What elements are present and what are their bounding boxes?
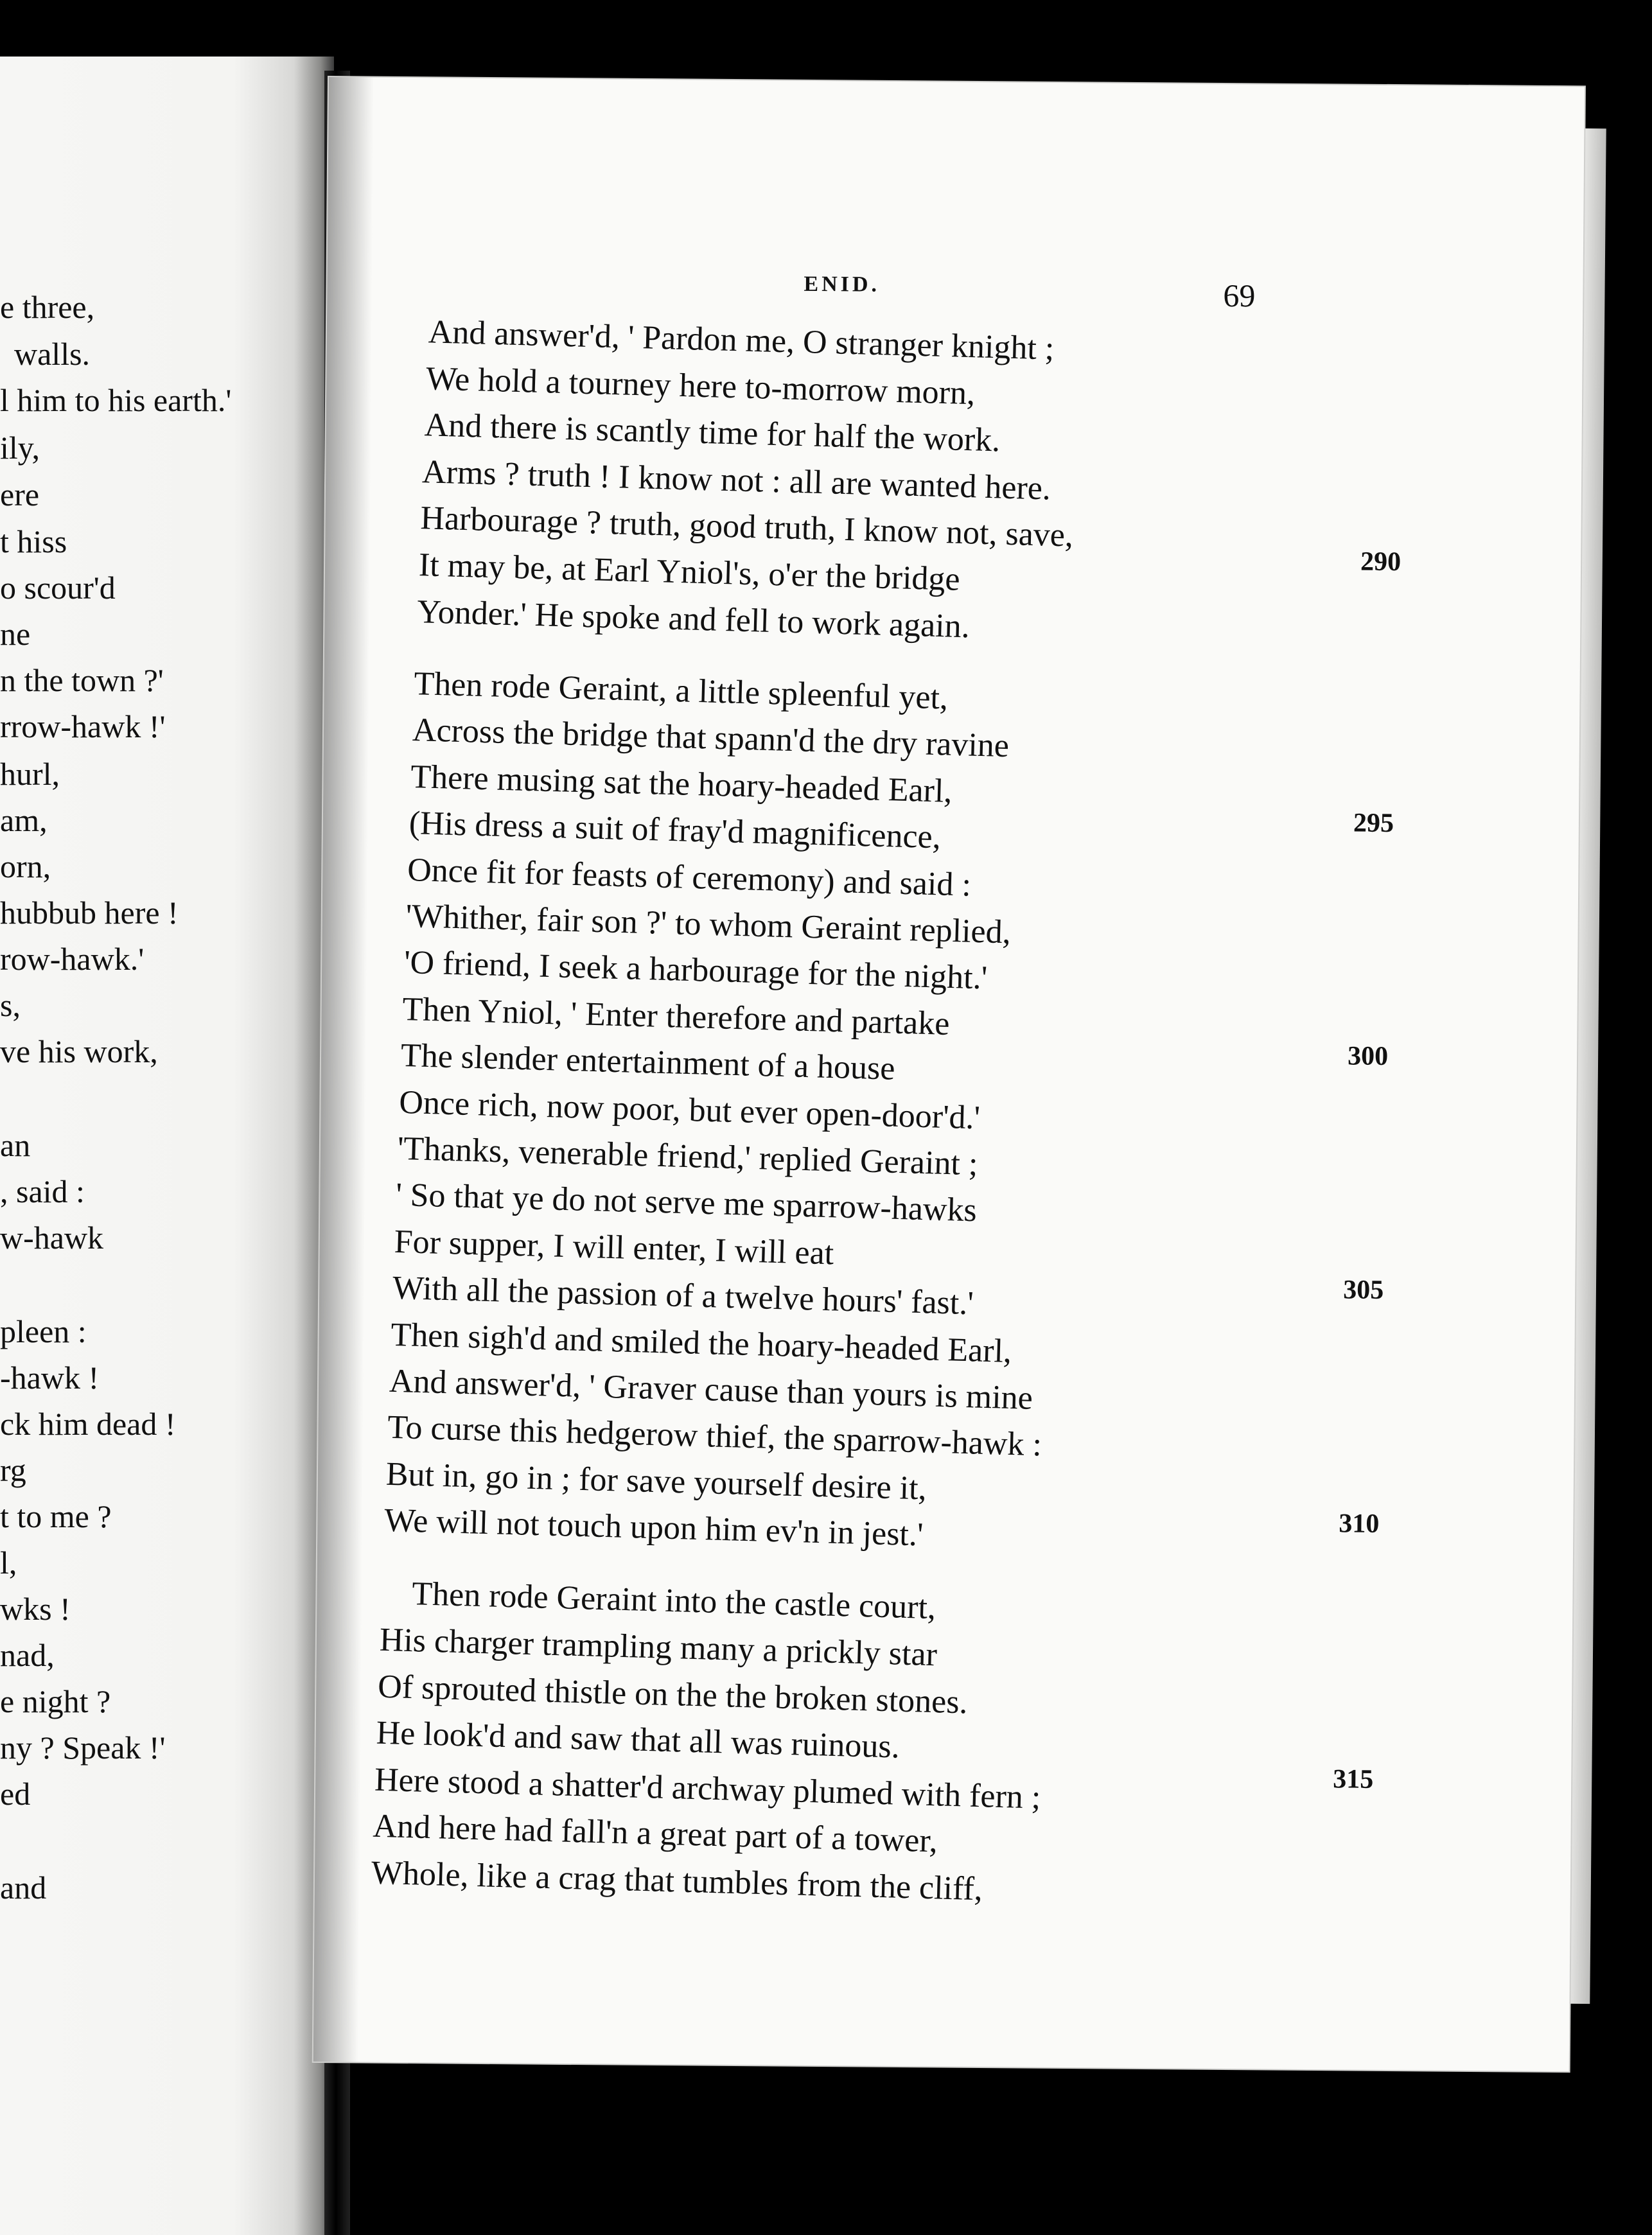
poem-line: And there is scantly time for half the work. bbox=[423, 407, 1001, 459]
poem-line: And answer'd, ' Graver cause than yours is mine bbox=[389, 1362, 1033, 1417]
poem-line: The slender entertainment of a house bbox=[400, 1037, 896, 1087]
left-page-line: and bbox=[0, 1870, 47, 1906]
left-page-line: hurl, bbox=[0, 756, 60, 792]
line-number: 290 bbox=[1360, 547, 1402, 577]
left-page-line: s, bbox=[0, 987, 21, 1023]
left-page-line: e night ? bbox=[0, 1683, 111, 1719]
poem-line: But in, go in ; for save yourself desire it, bbox=[385, 1455, 927, 1507]
left-page-line: nad, bbox=[0, 1637, 55, 1673]
poem-line: To curse this hedgerow thief, the sparrow-hawk : bbox=[387, 1408, 1042, 1464]
poem-line: Of sprouted thistle on the the broken stones. bbox=[377, 1668, 969, 1721]
poem-line: We hold a tourney here to-morrow morn, bbox=[425, 360, 976, 412]
left-page-line: l, bbox=[0, 1545, 17, 1581]
poem-line: (His dress a suit of fray'd magnificence, bbox=[409, 805, 942, 856]
left-page-line: ve his work, bbox=[0, 1033, 158, 1069]
poem-line: Here stood a shatter'd archway plumed with fern ; bbox=[374, 1761, 1042, 1816]
line-number: 315 bbox=[1333, 1764, 1374, 1794]
left-page-line: am, bbox=[0, 802, 48, 838]
left-page-line: ere bbox=[0, 477, 40, 513]
left-page-line: hubbub here ! bbox=[0, 895, 179, 931]
left-page bbox=[0, 57, 334, 2235]
line-number: 310 bbox=[1339, 1509, 1380, 1539]
left-page-line: wks ! bbox=[0, 1591, 71, 1627]
poem-line: And here had fall'n a great part of a tower, bbox=[372, 1807, 938, 1860]
left-page-line: ed bbox=[0, 1776, 31, 1812]
left-page-line: ily, bbox=[0, 430, 40, 466]
line-number: 300 bbox=[1347, 1041, 1389, 1071]
poem-line: There musing sat the hoary-headed Earl, bbox=[410, 758, 953, 810]
left-page-line: orn, bbox=[0, 848, 51, 884]
poem-line: Arms ? truth ! I know not : all are wanted here. bbox=[421, 453, 1051, 507]
left-page-line: rg bbox=[0, 1452, 26, 1488]
left-page-line: row-hawk.' bbox=[0, 941, 145, 977]
page-number: 69 bbox=[1223, 277, 1256, 314]
left-page-line: pleen : bbox=[0, 1313, 87, 1349]
left-page-line: e three, bbox=[0, 289, 95, 325]
poem-line: We will not touch upon him ev'n in jest.' bbox=[383, 1502, 924, 1554]
left-page-line: rrow-hawk !' bbox=[0, 708, 166, 744]
left-page-line: o scour'd bbox=[0, 570, 116, 606]
poem-line: With all the passion of a twelve hours' fast.' bbox=[392, 1269, 974, 1322]
poem-line: For supper, I will enter, I will eat bbox=[393, 1223, 834, 1272]
poem-line: Once rich, now poor, but ever open-door'd.' bbox=[398, 1083, 981, 1137]
poem-line: Once fit for feasts of ceremony) and said : bbox=[407, 852, 972, 904]
right-page bbox=[313, 77, 1585, 2071]
left-page-line: walls. bbox=[14, 336, 91, 372]
line-number: 295 bbox=[1353, 808, 1394, 839]
poem-line: He look'd and saw that all was ruinous. bbox=[375, 1714, 901, 1766]
poem-line: Then Yniol, ' Enter therefore and partake bbox=[401, 990, 951, 1042]
left-page-line: l him to his earth.' bbox=[0, 382, 232, 418]
poem-line: It may be, at Earl Yniol's, o'er the bridge bbox=[418, 547, 961, 598]
left-page-line: n the town ?' bbox=[0, 662, 164, 698]
left-page-line: t to me ? bbox=[0, 1498, 112, 1534]
poem-line: 'Thanks, venerable friend,' replied Geraint ; bbox=[397, 1130, 979, 1183]
left-page-line: ne bbox=[0, 616, 31, 652]
poem-line: Across the bridge that spann'd the dry ravine bbox=[412, 712, 1010, 765]
left-page-line: an bbox=[0, 1127, 31, 1163]
poem-line: Whole, like a crag that tumbles from the cliff, bbox=[371, 1854, 983, 1908]
running-head: ENID. bbox=[804, 272, 881, 297]
left-page-line: w-hawk bbox=[0, 1220, 104, 1256]
poem-line: Then sigh'd and smiled the hoary-headed Earl, bbox=[390, 1316, 1012, 1370]
poem-line: His charger trampling many a prickly star bbox=[379, 1621, 938, 1674]
poem-line: ' So that ye do not serve me sparrow-hawks bbox=[395, 1176, 978, 1229]
poem-line: Yonder.' He spoke and fell to work again. bbox=[416, 593, 971, 645]
poem-line: 'Whither, fair son ?' to whom Geraint replied, bbox=[405, 897, 1012, 951]
poem-line: 'O friend, I seek a harbourage for the night.' bbox=[403, 943, 988, 997]
poem-line: And answer'd, ' Pardon me, O stranger knight ; bbox=[428, 313, 1055, 367]
left-page-line: , said : bbox=[0, 1173, 85, 1209]
poem-line: Harbourage ? truth, good truth, I know not, save, bbox=[419, 500, 1074, 554]
left-page-line: -hawk ! bbox=[0, 1360, 100, 1396]
left-page-line: ck him dead ! bbox=[0, 1406, 176, 1442]
line-number: 305 bbox=[1343, 1275, 1384, 1305]
poem-line: Then rode Geraint into the castle court, bbox=[411, 1575, 936, 1627]
left-page-line: t hiss bbox=[0, 523, 67, 559]
poem-line: Then rode Geraint, a little spleenful yet, bbox=[413, 665, 949, 717]
left-page-line: ny ? Speak !' bbox=[0, 1730, 166, 1766]
